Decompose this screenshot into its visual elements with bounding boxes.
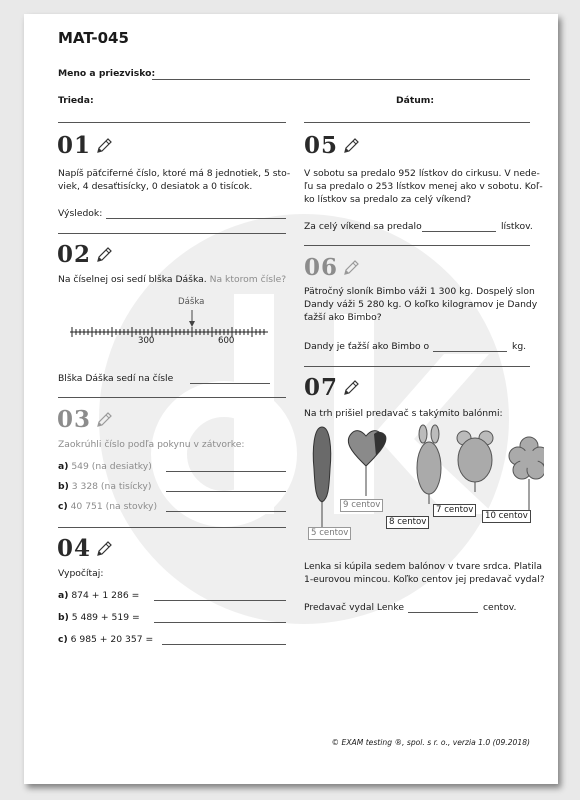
task05-line2: ľu sa predalo o 253 lístkov menej ako v sobotu. Koľ- [304, 181, 543, 192]
price-label-mouse-balloon: 7 centov [433, 504, 476, 517]
mouse-balloon [457, 431, 493, 492]
pencil-icon [95, 411, 113, 429]
task-number-05: 05 [304, 132, 339, 159]
number-line-tick-600: 600 [218, 336, 235, 346]
worksheet-page [24, 14, 558, 784]
item-text: 6 985 + 20 357 = [70, 634, 154, 645]
task04-intro: Vypočítaj: [58, 568, 104, 579]
item-letter: c) [58, 501, 68, 512]
task04-item-b [58, 611, 140, 624]
item-text: 874 + 1 286 = [71, 590, 140, 601]
item-text: 40 751 (na stovky) [70, 501, 158, 512]
task-number-01: 01 [57, 132, 92, 159]
divider [58, 397, 286, 398]
price-label-flower-balloon: 10 centov [482, 510, 531, 523]
task-number-06: 06 [304, 254, 339, 281]
price-label-rabbit-balloon: 8 centov [386, 516, 429, 529]
task04-answer-line-c[interactable] [162, 644, 286, 645]
task01-line1: Napíš päťciferné číslo, ktoré má 8 jednotiek, 5 sto- [58, 168, 291, 179]
pencil-icon [342, 137, 360, 155]
name-label: Meno a priezvisko: [58, 68, 156, 79]
class-field-line[interactable] [58, 122, 286, 123]
item-letter: b) [58, 481, 69, 492]
pencil-icon [342, 379, 360, 397]
task05-line1: V sobotu sa predalo 952 lístkov do cirkusu. V nede- [304, 168, 540, 179]
task03-intro: Zaokrúhli číslo podľa pokynu v zátvorke: [58, 439, 245, 450]
date-label: Dátum: [396, 95, 435, 106]
task02-answer-line[interactable] [190, 383, 270, 384]
task04-item-a [58, 589, 139, 602]
class-label: Trieda: [58, 95, 94, 106]
task-number-04: 04 [57, 535, 92, 562]
divider [58, 233, 286, 234]
task05-answer-line[interactable] [422, 231, 496, 232]
worksheet-code: MAT-045 [58, 29, 129, 47]
task04-item-c [58, 633, 153, 646]
task-number-07: 07 [304, 374, 339, 401]
number-line [64, 308, 274, 338]
task-number-03: 03 [57, 406, 92, 433]
footer-copyright: © EXAM testing ®, spol. s r. o., verzia 1.0 (09.2018) [331, 738, 530, 747]
item-letter: a) [58, 590, 69, 601]
task05-answer-before: Za celý víkend sa predalo [304, 221, 422, 232]
number-line-tick-300: 300 [138, 336, 155, 346]
price-label-long-balloon: 5 centov [308, 527, 351, 540]
task05-answer-after: lístkov. [501, 221, 533, 232]
long-balloon [313, 427, 330, 536]
task07-intro: Na trh prišiel predavač s takýmito balónmi: [304, 408, 503, 419]
task02-answer-label: Blška Dáška sedí na čísle [58, 373, 174, 384]
item-text: 5 489 + 519 = [71, 612, 140, 623]
task02-question [58, 273, 286, 286]
task06-line3: ťažší ako Bimbo? [304, 312, 382, 323]
pencil-icon [95, 540, 113, 558]
task06-answer-after: kg. [512, 341, 527, 352]
pencil-icon [342, 259, 360, 277]
pencil-icon [95, 246, 113, 264]
task01-answer-label: Výsledok: [58, 208, 103, 219]
task03-item-c [58, 500, 157, 513]
task03-item-b [58, 480, 151, 493]
task03-answer-line-c[interactable] [166, 511, 286, 512]
divider [58, 527, 286, 528]
item-letter: a) [58, 461, 69, 472]
task07-answer-before: Predavač vydal Lenke [304, 602, 404, 613]
divider [304, 245, 530, 246]
rabbit-balloon [417, 425, 441, 504]
name-field-line[interactable] [152, 79, 530, 80]
task02-question-b: Na ktorom čísle? [209, 274, 287, 285]
task05-line3: ko lístkov sa predalo za celý víkend? [304, 194, 472, 205]
task03-item-a [58, 460, 152, 473]
item-letter: b) [58, 612, 69, 623]
item-text: 3 328 (na tisícky) [71, 481, 152, 492]
heart-balloon [348, 431, 386, 496]
task06-line2: Dandy váži 5 280 kg. O koľko kilogramov je Dandy [304, 299, 538, 310]
task06-answer-before: Dandy je ťažší ako Bimbo o [304, 341, 430, 352]
task06-line1: Pätročný sloník Bimbo váži 1 300 kg. Dospelý slon [304, 286, 535, 297]
date-field-line[interactable] [304, 122, 530, 123]
task03-answer-line-b[interactable] [166, 491, 286, 492]
divider [304, 366, 530, 367]
task06-answer-line[interactable] [433, 351, 507, 352]
flower-balloon [509, 437, 544, 516]
item-letter: c) [58, 634, 68, 645]
task07-line2: 1-eurovou mincou. Koľko centov jej predavač vydal? [304, 574, 545, 585]
task04-answer-line-a[interactable] [154, 600, 286, 601]
item-text: 549 (na desiatky) [71, 461, 152, 472]
task07-answer-after: centov. [483, 602, 517, 613]
task03-answer-line-a[interactable] [166, 471, 286, 472]
task07-line1: Lenka si kúpila sedem balónov v tvare srdca. Platila [304, 561, 542, 572]
task02-question-a: Na číselnej osi sedí blška Dáška. [58, 274, 207, 285]
task07-answer-line[interactable] [408, 612, 478, 613]
task01-answer-line[interactable] [106, 218, 286, 219]
price-label-heart-balloon: 9 centov [340, 499, 383, 512]
task-number-02: 02 [57, 241, 92, 268]
number-line-marker-label: Dáška [178, 297, 205, 307]
pencil-icon [95, 137, 113, 155]
task04-answer-line-b[interactable] [154, 622, 286, 623]
task01-line2: viek, 4 desaťtisícky, 0 desiatok a 0 tisícok. [58, 181, 253, 192]
